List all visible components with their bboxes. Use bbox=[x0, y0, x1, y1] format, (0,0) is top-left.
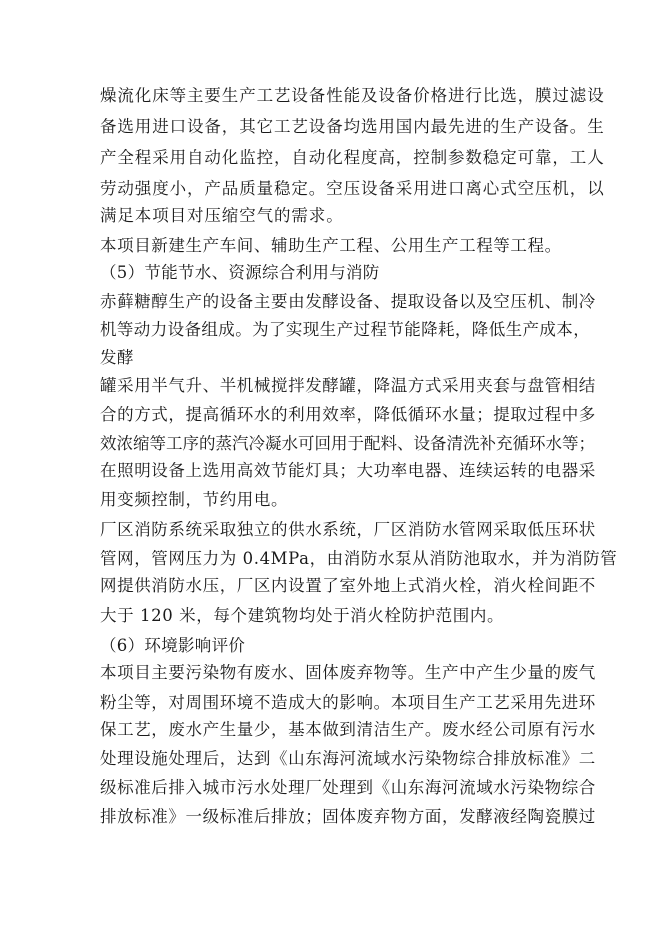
body-text-line: 赤藓糖醇生产的设备主要由发酵设备、提取设备以及空压机、制冷 bbox=[100, 292, 596, 311]
body-text-line: 燥流化床等主要生产工艺设备性能及设备价格进行比选，膜过滤设 bbox=[100, 86, 605, 105]
body-text-line: 本项目新建生产车间、辅助生产工程、公用生产工程等工程。 bbox=[100, 236, 562, 255]
body-text-line: 产全程采用自动化监控，自动化程度高，控制参数稳定可靠，工人 bbox=[100, 148, 605, 167]
section-heading: （5）节能节水、资源综合利用与消防 bbox=[100, 263, 380, 282]
body-text-line: 备选用进口设备，其它工艺设备均选用国内最先进的生产设备。生 bbox=[100, 117, 605, 136]
body-text-line: 用变频控制，节约用电。 bbox=[100, 490, 289, 509]
body-text-line: 发酵 bbox=[100, 348, 134, 367]
section-heading: （6）环境影响评价 bbox=[100, 636, 246, 655]
body-text-line: 网提供消防水压，厂区内设置了室外地上式消火栓，消火栓间距不 bbox=[100, 576, 596, 595]
body-text-line: 合的方式，提高循环水的利用效率，降低循环水量；提取过程中多 bbox=[100, 405, 596, 424]
body-text-line: 满足本项目对压缩空气的需求。 bbox=[100, 206, 344, 225]
body-text-line: 排放标准》一级标准后排放；固体废弃物方面，发酵液经陶瓷膜过 bbox=[100, 807, 596, 826]
body-text-line: 本项目主要污染物有废水、固体废弃物等。生产中产生少量的废气 bbox=[100, 663, 596, 682]
body-text-line: 粉尘等，对周围环境不造成大的影响。本项目生产工艺采用先进环 bbox=[100, 693, 596, 712]
body-text-line: 管网，管网压力为 0.4MPa，由消防水泵从消防池取水，并为消防管 bbox=[100, 549, 618, 568]
body-text-line: 厂区消防系统采取独立的供水系统，厂区消防水管网采取低压环状 bbox=[100, 520, 596, 539]
body-text-line: 机等动力设备组成。为了实现生产过程节能降耗，降低生产成本， bbox=[100, 320, 591, 339]
body-text-line: 罐采用半气升、半机械搅拌发酵罐，降温方式采用夹套与盘管相结 bbox=[100, 376, 596, 395]
body-text-line: 级标准后排入城市污水处理厂处理到《山东海河流域水污染物综合 bbox=[100, 778, 596, 797]
body-text-line: 效浓缩等工序的蒸汽冷凝水可回用于配料、设备清洗补充循环水等； bbox=[100, 434, 595, 453]
body-text-line: 大于 120 米，每个建筑物均处于消火栓防护范围内。 bbox=[100, 606, 505, 625]
body-text-line: 劳动强度小，产品质量稳定。空压设备采用进口离心式空压机，以 bbox=[100, 179, 605, 198]
body-text-line: 处理设施处理后，达到《山东海河流域水污染物综合排放标准》二 bbox=[100, 749, 596, 768]
body-text-line: 保工艺，废水产生量少，基本做到清洁生产。废水经公司原有污水 bbox=[100, 720, 596, 739]
body-text-line: 在照明设备上选用高效节能灯具；大功率电器、连续运转的电器采 bbox=[100, 461, 596, 480]
